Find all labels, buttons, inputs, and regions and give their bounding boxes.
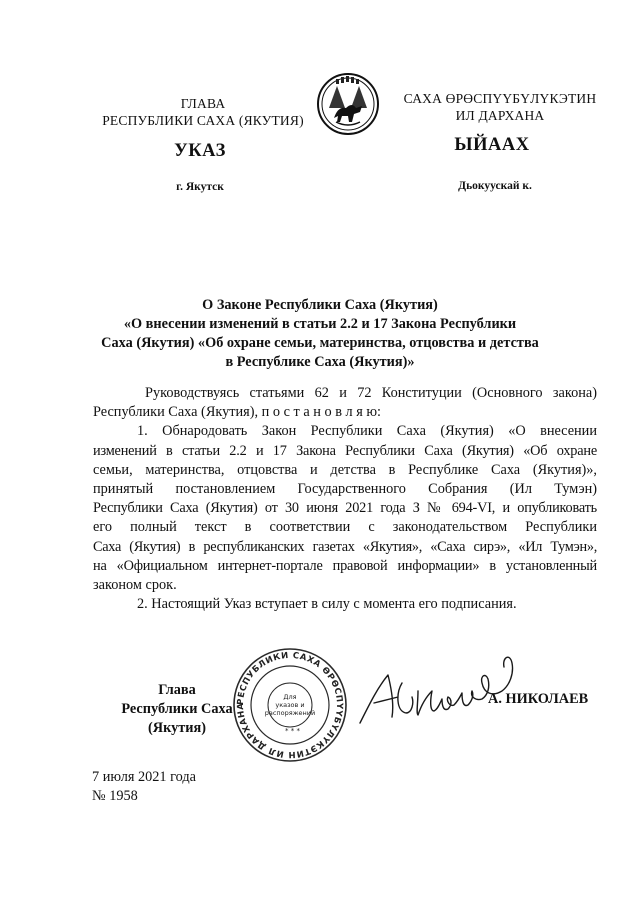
position-line1: Глава — [158, 682, 196, 698]
title-line2: «О внесении изменений в статьи 2.2 и 17 Закона Республики — [123, 316, 517, 332]
stamp-inner-line1: Для — [283, 693, 297, 701]
header-right — [385, 90, 615, 124]
p2-line8: на «Официальном интернет-портале правовой информации» в установленный — [93, 557, 597, 574]
header-left-line2: РЕСПУБЛИКИ САХА (ЯКУТИЯ) — [102, 113, 304, 128]
p2-line1: 1. Обнародовать Закон Республики Саха (Якутия) «О внесении — [137, 423, 597, 440]
stamp-inner-line2: указов и — [275, 701, 305, 709]
p2-line9: законом срок. — [93, 577, 177, 594]
p2-line3: семьи, материнства, отцовства и детства в Республике Саха (Якутия)», — [93, 461, 597, 478]
p1-line2: Республики Саха (Якутия), п о с т а н о в л я ю: — [93, 404, 382, 421]
stamp-inner-line3: распоряжений — [264, 709, 316, 717]
document-body — [93, 384, 597, 614]
doc-type-left: УКАЗ — [174, 141, 226, 161]
p3-line1: 2. Настоящий Указ вступает в силу с момента его подписания. — [137, 596, 517, 613]
title-line1: О Законе Республики Саха (Якутия) — [202, 297, 438, 313]
p2-line2: изменений в статьи 2.2 и 17 Закона Республики Саха (Якутия) «Об охране — [93, 442, 597, 459]
position-line2: Республики Саха (Якутия) — [121, 701, 233, 736]
header-left — [88, 95, 318, 129]
header-left-line1: ГЛАВА — [180, 96, 226, 111]
p2-line4: принятый постановлением Государственного Собрания (Ил Тумэн) — [93, 481, 597, 498]
title-line3: Саха (Якутия) «Об охране семьи, материнства, отцовства и детства — [101, 335, 539, 351]
p2-line5: Республики Саха (Якутия) от 30 июня 2021 года З № 694-VI, и опубликовать — [93, 500, 597, 517]
p1-line1: Руководствуясь статьями 62 и 72 Конституции (Основного закона) — [145, 385, 597, 401]
doc-type-right: ЫЙААХ — [454, 135, 530, 155]
svg-text:* * *: * * * — [285, 727, 300, 735]
coat-of-arms-emblem — [316, 72, 380, 136]
p2-line7: Саха (Якутия) в республиканских газетах «Якутия», «Саха сирэ», «Ил Тумэн», — [93, 538, 597, 555]
official-stamp — [232, 647, 348, 763]
document-title — [60, 296, 580, 372]
header-right-line1: САХА ӨРӨСПҮҮБҮЛҮКЭТИН — [403, 91, 597, 106]
header-right-line2: ИЛ ДАРХАНА — [455, 108, 545, 123]
stamp-ring-text: РЕСПУБЛИКИ САХА ӨРӨСПҮҮБҮЛҮКЭТИН ИЛ ДАРХАНА — [235, 650, 345, 760]
document-number: № 1958 — [92, 788, 138, 804]
footer — [92, 768, 292, 806]
city-left: г. Якутск — [176, 181, 224, 193]
handwritten-signature — [352, 643, 527, 733]
signatory-name: А. НИКОЛАЕВ — [488, 691, 589, 707]
p2-line6: его полный текст в соответствии с законодательством Республики — [93, 519, 597, 536]
title-line4: в Республике Саха (Якутия)» — [225, 354, 415, 370]
city-right: Дьокуускай к. — [458, 180, 532, 192]
document-date: 7 июля 2021 года — [92, 769, 197, 785]
